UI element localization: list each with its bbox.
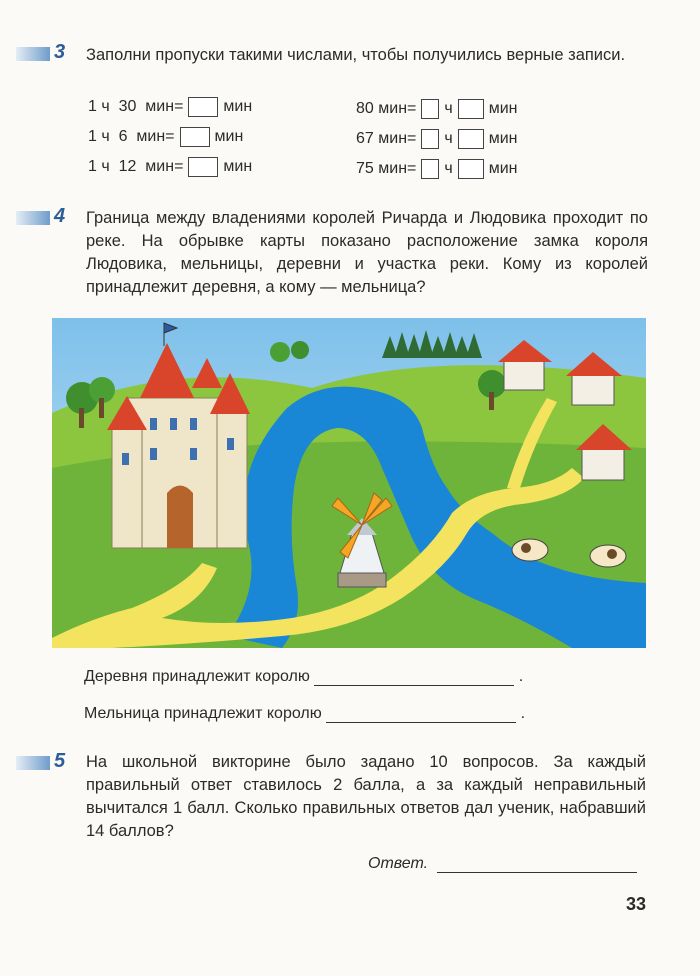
answer-box[interactable] xyxy=(421,129,439,149)
blank-line[interactable] xyxy=(326,706,516,723)
time-row: 1 ч 30 мин = мин xyxy=(88,98,253,115)
answer-box[interactable] xyxy=(188,157,218,177)
blank-line[interactable] xyxy=(314,669,514,686)
map-illustration xyxy=(52,318,646,648)
answer-box[interactable] xyxy=(188,97,218,117)
time-row: 1 ч 6 мин = мин xyxy=(88,128,244,145)
answer-box[interactable] xyxy=(421,159,439,179)
task-text: Граница между владениями королей Ричарда и Людовика проходит по реке. На обрывке карты показано расположение замка короля Людовика, мельницы, деревни и участка реки. Кому из королей принадлежит деревня, а кому — мельница? xyxy=(86,209,648,296)
time-row: 67 мин = ч мин xyxy=(356,130,518,147)
task-text: На школьной викторине было задано 10 вопросов. За каждый правильный ответ ставилось 2 балла, а за каждый неправильный вычитался 1 балл. Сколько правильных ответов дал ученик, набравший 14 баллов? xyxy=(86,753,646,840)
task-marker xyxy=(16,211,50,225)
answer-line-mill: Мельница принадлежит королю . xyxy=(84,705,526,722)
answer-line-village: Деревня принадлежит королю . xyxy=(84,668,524,685)
answer-box[interactable] xyxy=(458,129,484,149)
answer-box[interactable] xyxy=(421,99,439,119)
blank-line[interactable] xyxy=(437,856,637,873)
task-marker xyxy=(16,756,50,770)
answer-box[interactable] xyxy=(458,159,484,179)
task-marker xyxy=(16,47,50,61)
task-number: 3 xyxy=(54,41,66,63)
time-row: 1 ч 12 мин = мин xyxy=(88,158,253,175)
answer-box[interactable] xyxy=(458,99,484,119)
page-number: 33 xyxy=(625,894,646,914)
task-number: 4 xyxy=(54,205,66,227)
time-row: 80 мин = ч мин xyxy=(356,100,518,117)
task-text: Заполни пропуски такими числами, чтобы получились верные записи. xyxy=(86,46,626,64)
time-row: 75 мин = ч мин xyxy=(356,160,518,177)
task-number: 5 xyxy=(54,750,66,772)
answer-box[interactable] xyxy=(180,127,210,147)
answer-row: Ответ. xyxy=(368,853,637,875)
